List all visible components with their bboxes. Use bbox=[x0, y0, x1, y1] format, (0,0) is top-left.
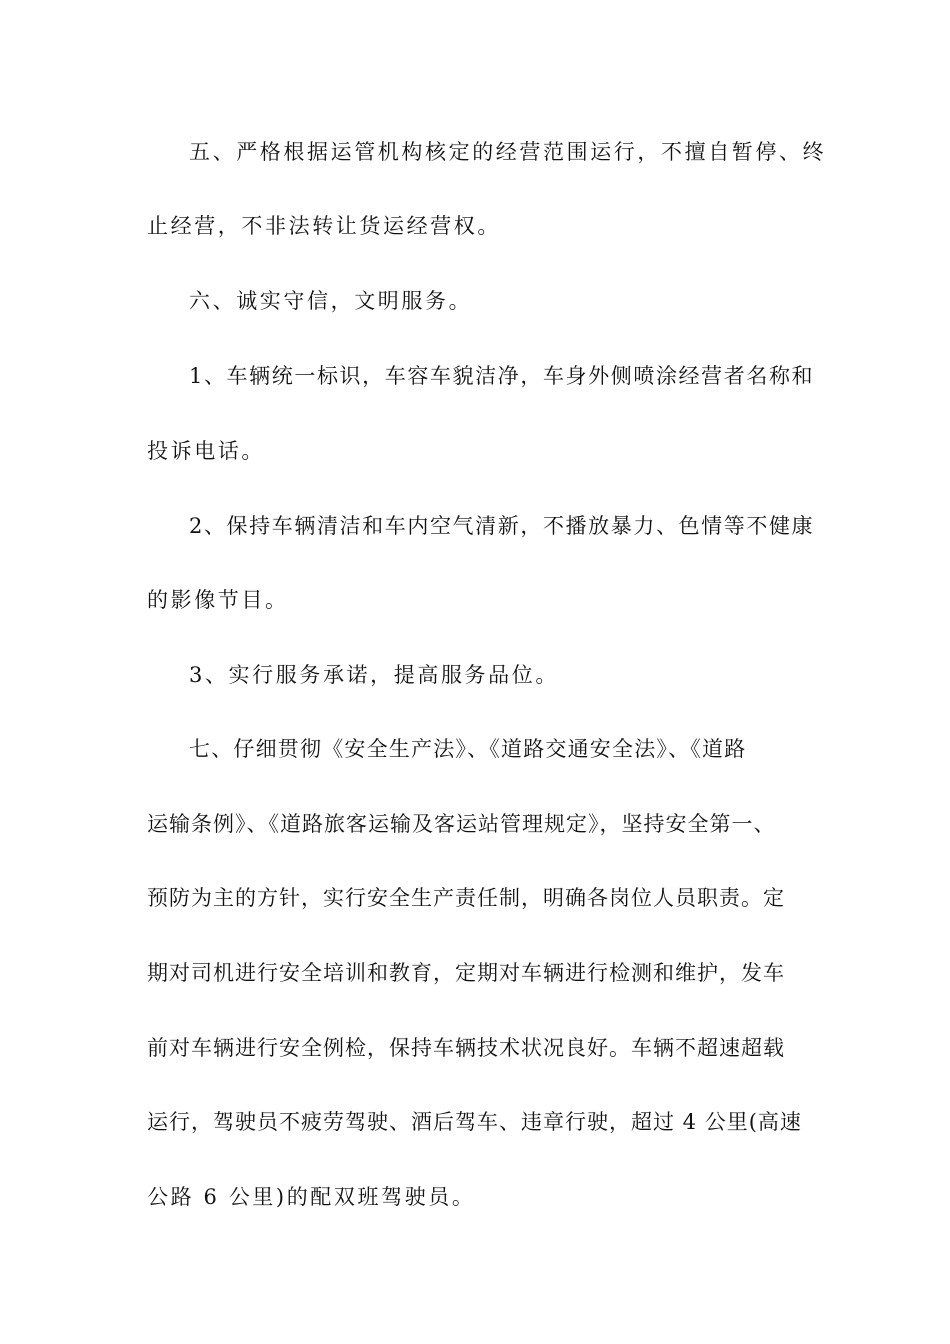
paragraph-7-line-5: 前对车辆进行安全例检，保持车辆技术状况良好。车辆不超速超载 bbox=[147, 1036, 785, 1060]
paragraph-7-line-1: 七、仔细贯彻《安全生产法》、《道路交通安全法》、《道路 bbox=[189, 737, 747, 761]
item-3: 3、实行服务承诺，提高服务品位。 bbox=[189, 663, 559, 687]
paragraph-7-line-3: 预防为主的方针，实行安全生产责任制，明确各岗位人员职责。定 bbox=[147, 886, 785, 910]
paragraph-7-line-2: 运输条例》、《道路旅客运输及客运站管理规定》，坚持安全第一、 bbox=[147, 812, 776, 836]
paragraph-7-line-6: 运行，驾驶员不疲劳驾驶、酒后驾车、违章行驶，超过 4 公里(高速 bbox=[147, 1110, 802, 1134]
item-1-line-1: 1、车辆统一标识，车容车貌洁净，车身外侧喷涂经营者名称和 bbox=[189, 364, 815, 388]
paragraph-7-line-4: 期对司机进行安全培训和教育，定期对车辆进行检测和维护，发车 bbox=[147, 961, 785, 985]
item-1-line-2: 投诉电话。 bbox=[147, 439, 265, 463]
paragraph-7-line-7: 公路 6 公里)的配双班驾驶员。 bbox=[147, 1185, 476, 1209]
paragraph-5-line-2: 止经营，不非法转让货运经营权。 bbox=[147, 214, 501, 238]
item-2-line-2: 的影像节目。 bbox=[147, 588, 289, 612]
paragraph-5-line-1: 五、严格根据运管机构核定的经营范围运行，不擅自暂停、终 bbox=[189, 140, 827, 164]
item-2-line-1: 2、保持车辆清洁和车内空气清新，不播放暴力、色情等不健康 bbox=[189, 514, 815, 538]
paragraph-6: 六、诚实守信，文明服务。 bbox=[189, 289, 473, 313]
